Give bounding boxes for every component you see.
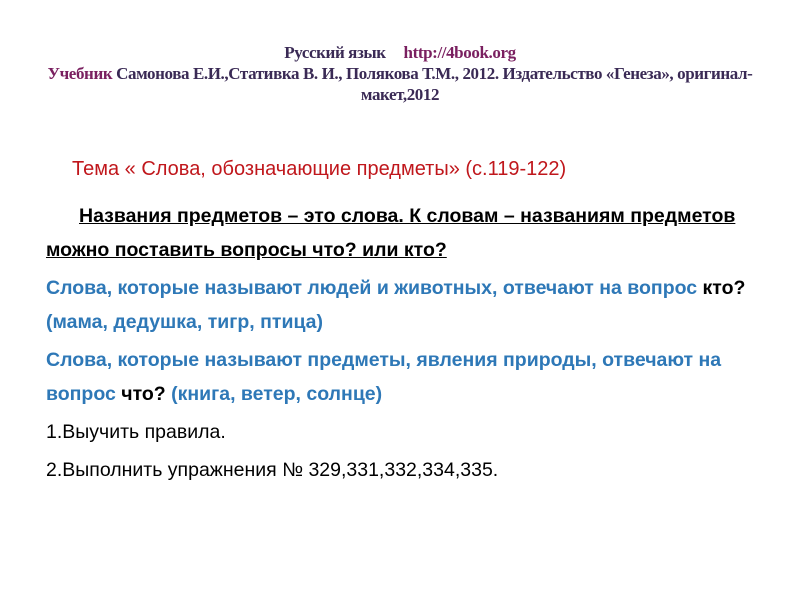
- subject-label: Русский язык: [284, 43, 386, 62]
- rule-what-question: что?: [121, 383, 166, 405]
- lesson-topic: Тема « Слова, обозначающие предметы» (с.119-122): [72, 158, 567, 180]
- rule-who-examples: (мама, дедушка, тигр, птица): [46, 311, 324, 333]
- header-line-subject: [40, 42, 760, 63]
- rule-what: [46, 343, 746, 411]
- textbook-reference: Самонова Е.И.,Стативка В. И., Полякова Т.М., 2012. Издательство «Генеза», оригинал- макет,2012: [116, 64, 753, 104]
- rule-who-text: Слова, которые называют людей и животных, отвечают на вопрос: [46, 277, 703, 299]
- definition-text: Названия предметов – это слова. К словам – названиям предметов можно поставить вопросы что? или кто?: [46, 205, 736, 261]
- slide-header: [40, 42, 760, 105]
- header-line-textbook: [40, 63, 760, 105]
- rule-what-text: Слова, которые называют предметы, явления природы, отвечают на вопрос: [46, 349, 722, 405]
- rule-who-question: кто?: [702, 277, 746, 299]
- task-2: 2.Выполнить упражнения № 329,331,332,334,335.: [46, 459, 499, 481]
- source-url: http://4book.org: [403, 43, 516, 62]
- textbook-word: Учебник: [47, 64, 113, 83]
- rule-who: [46, 271, 746, 339]
- task-1: 1.Выучить правила.: [46, 421, 226, 443]
- slide-body: [46, 199, 746, 491]
- rule-what-examples: (книга, ветер, солнце): [165, 383, 383, 405]
